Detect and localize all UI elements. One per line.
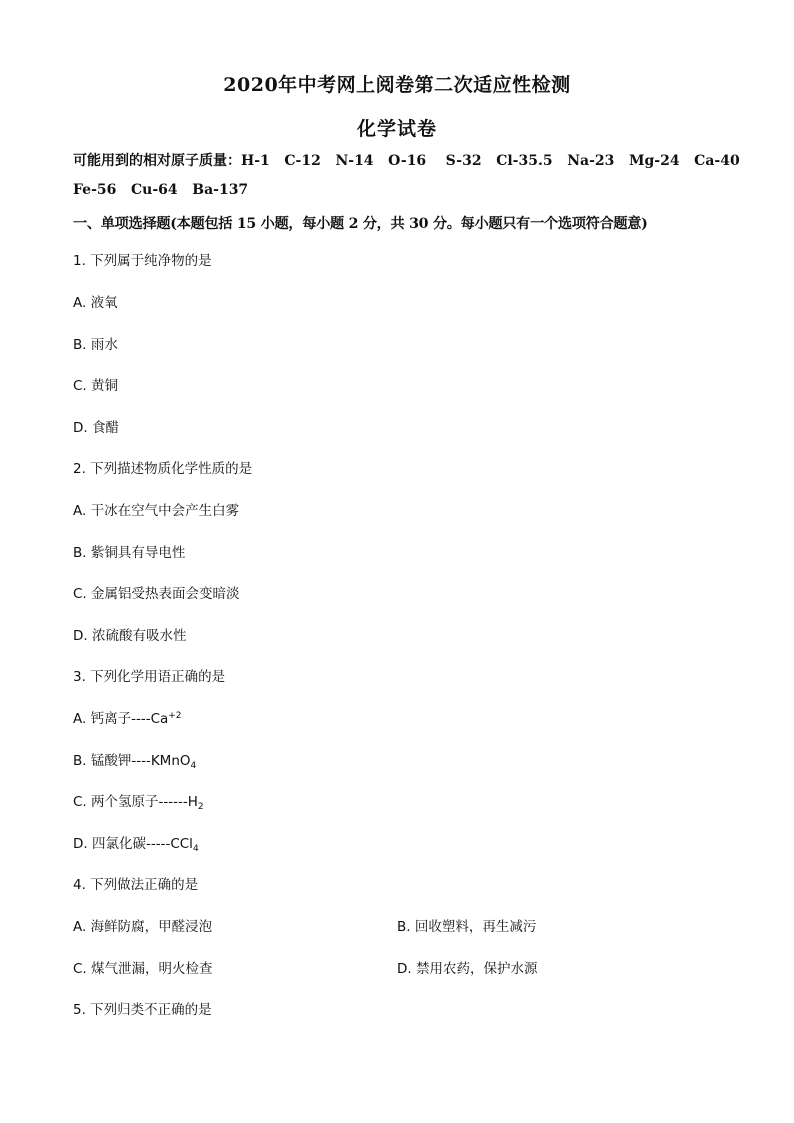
question-1-option-b: B. 雨水 [73, 337, 118, 353]
charge-superscript: +2 [168, 711, 182, 721]
question-4-option-a: A. 海鲜防腐，甲醛浸泡 [73, 919, 213, 935]
question-2-option-d: D. 浓硫酸有吸水性 [73, 628, 187, 644]
exam-subtitle: 化学试卷 [356, 118, 437, 140]
question-1-option-c: C. 黄铜 [73, 378, 119, 394]
question-4-stem: 4. 下列做法正确的是 [73, 877, 199, 893]
question-3-option-c [73, 790, 204, 812]
question-3-option-a [73, 707, 182, 727]
question-2-option-a: A. 干冰在空气中会产生白雾 [73, 503, 240, 519]
question-4-option-b: B. 回收塑料，再生减污 [397, 919, 537, 935]
option-c-text: C. 两个氢原子------H [73, 794, 198, 810]
question-5-stem: 5. 下列归类不正确的是 [73, 1002, 212, 1018]
subscript: 4 [192, 844, 199, 854]
option-a-text: A. 钙离子----Ca [73, 711, 169, 727]
question-1-option-a: A. 液氧 [73, 295, 118, 311]
exam-title: 2020年中考网上阅卷第二次适应性检测 [223, 74, 571, 96]
question-2-option-c: C. 金属铝受热表面会变暗淡 [73, 586, 240, 602]
question-2-option-b: B. 紫铜具有导电性 [73, 545, 186, 561]
option-b-text: B. 锰酸钾----KMnO [73, 753, 191, 769]
atomic-mass-line-1: 可能用到的相对原子质量：H-1 C-12 N-14 O-16 S-32 Cl-35.5 Na-23 Mg-24 Ca-40 [73, 153, 740, 169]
atomic-mass-line-2: Fe-56 Cu-64 Ba-137 [73, 182, 249, 198]
subscript: 2 [197, 802, 204, 812]
question-3-stem: 3. 下列化学用语正确的是 [73, 669, 226, 685]
section-heading: 一、单项选择题(本题包括 15 小题，每小题 2 分，共 30 分。每小题只有一个选项符合题意) [73, 216, 648, 232]
option-d-text: D. 四氯化碳-----CCl [73, 836, 193, 852]
question-4-option-c: C. 煤气泄漏，明火检查 [73, 961, 213, 977]
question-1-option-d: D. 食醋 [73, 420, 119, 436]
subscript: 4 [190, 761, 197, 771]
question-3-option-d [73, 832, 199, 854]
question-2-stem: 2. 下列描述物质化学性质的是 [73, 461, 253, 477]
question-3-option-b [73, 749, 196, 771]
question-4-option-d: D. 禁用农药，保护水源 [397, 961, 538, 977]
question-1-stem: 1. 下列属于纯净物的是 [73, 253, 212, 269]
